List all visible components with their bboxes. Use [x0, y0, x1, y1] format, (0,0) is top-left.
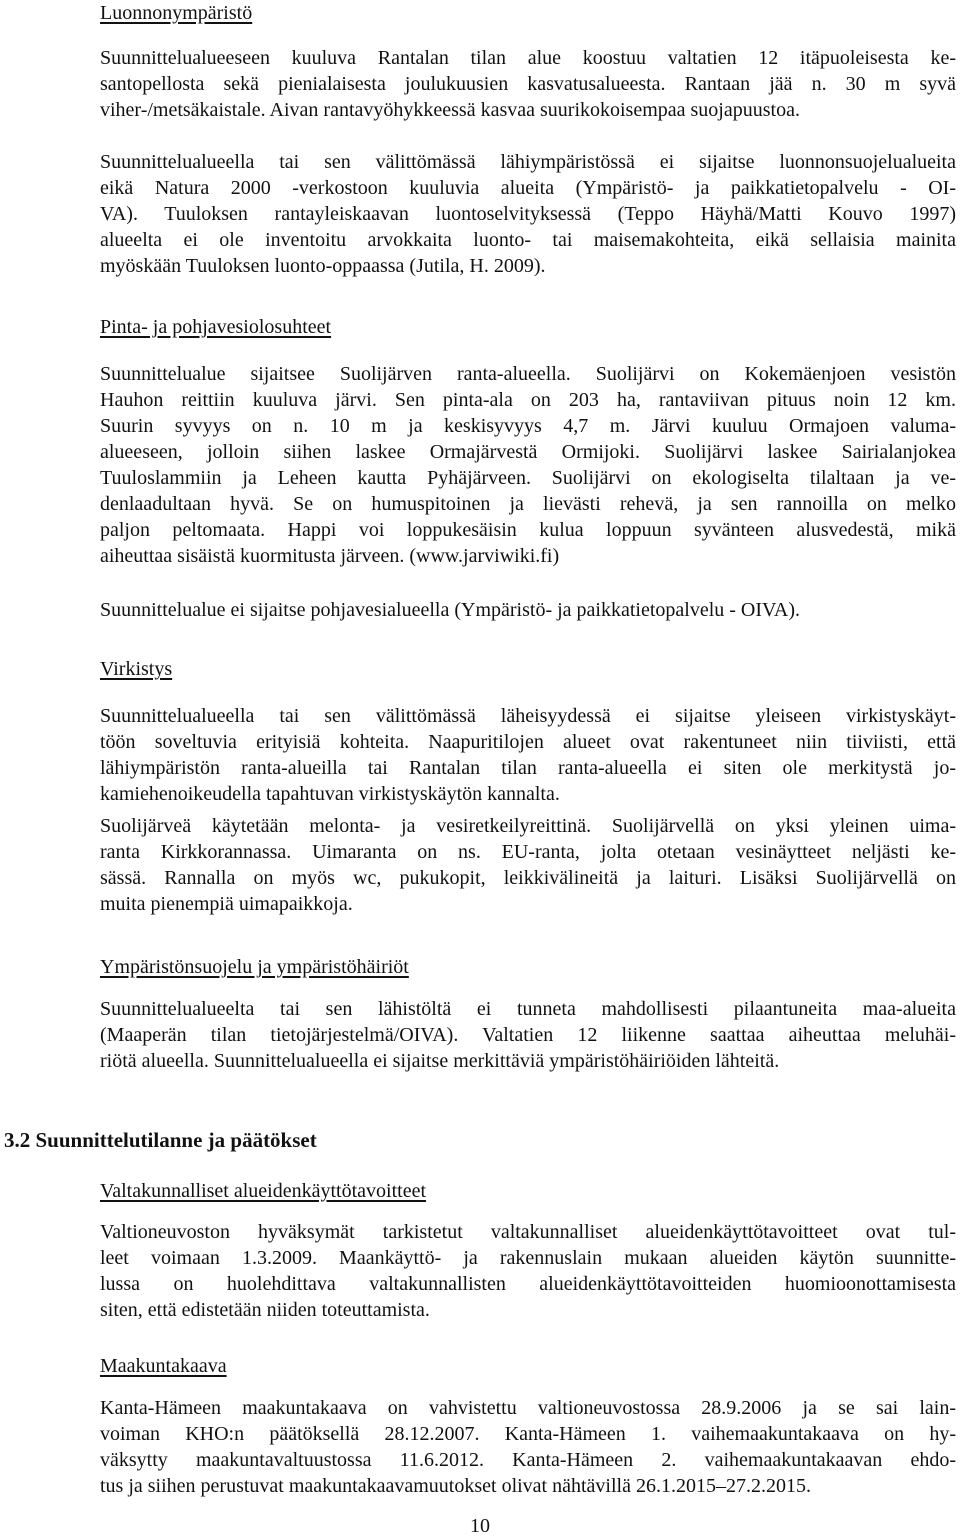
text-line: voiman KHO:n päätöksellä 28.12.2007. Kanta-Hämeen 1. vaihemaakuntakaava on hy- — [100, 1423, 956, 1445]
page-number: 10 — [470, 1515, 490, 1537]
text-line: (Maaperän tilan tietojärjestelmä/OIVA). Valtatien 12 liikenne saattaa aiheuttaa meluhäi- — [100, 1024, 956, 1046]
text-line: VA). Tuuloksen rantayleiskaavan luontoselvityksessä (Teppo Häyhä/Matti Kouvo 1997) — [100, 203, 956, 225]
text-line: denlaadultaan hyvä. Se on humuspitoinen ja lievästi rehevä, ja sen rannoilla on melko — [100, 493, 956, 515]
text-line: aiheuttaa sisäistä kuormitusta järveen. (www.jarviwiki.fi) — [100, 545, 560, 567]
paragraph-pohjavesi — [100, 597, 956, 623]
text-line: ranta Kirkkorannassa. Uimaranta on ns. EU-ranta, jolta otetaan vesinäytteet neljästi ke- — [100, 841, 956, 863]
heading-ymparistonsuojelu: Ympäristönsuojelu ja ympäristöhäiriöt — [100, 956, 409, 978]
text-line: Kanta-Hämeen maakuntakaava on vahvistettu valtioneuvostossa 28.9.2006 ja se sai lain- — [100, 1397, 956, 1419]
text-line: viher-/metsäkaistale. Aivan rantavyöhykkeessä kasvaa suurikokoisempaa suojapuustoa. — [100, 99, 800, 121]
paragraph-uimaranta — [100, 813, 956, 917]
section-heading: 3.2 Suunnittelutilanne ja päätökset — [4, 1128, 317, 1152]
text-line: riötä alueella. Suunnittelualueella ei sijaitse merkittäviä ympäristöhäiriöiden lähteitä. — [100, 1050, 780, 1072]
text-line: lussa on huolehdittava valtakunnallisten alueidenkäyttötavoitteiden huomioonottamisesta — [100, 1273, 956, 1295]
text-line: Hauhon reittiin kuuluva järvi. Sen pinta-ala on 203 ha, rantaviivan pituus noin 12 km. — [100, 389, 956, 411]
text-line: Suolijärveä käytetään melonta- ja vesiretkeilyreittinä. Suolijärvellä on yksi yleinen uima- — [100, 815, 956, 837]
text-line: paljon peltomaata. Happi voi loppukesäisin kulua loppuun syvänteen alusvedestä, mikä — [100, 519, 956, 541]
text-line: Suurin syvyys on n. 10 m ja keskisyvyys 4,7 m. Järvi kuuluu Ormajoen valuma- — [100, 415, 956, 437]
paragraph-ymparistohairiot — [100, 996, 956, 1074]
paragraph-luonnonsuojelu — [100, 149, 956, 279]
text-line: Suunnittelualueeseen kuuluva Rantalan tilan alue koostuu valtatien 12 itäpuoleisesta ke- — [100, 47, 956, 69]
paragraph-suolijarvi — [100, 361, 956, 569]
heading-virkistys: Virkistys — [100, 658, 173, 680]
text-line: alueeseen, jolloin siihen laskee Ormajärvestä Ormijoki. Suolijärvi laskee Sairialanjokea — [100, 441, 956, 463]
text-line: lähiympäristön ranta-alueilla tai Rantalan tilan ranta-alueella ei siten ole merkitystä jo- — [100, 757, 956, 779]
heading-luonnonymparisto: Luonnonympäristö — [100, 2, 253, 24]
text-line: väksytty maakuntavaltuustossa 11.6.2012. Kanta-Hämeen 2. vaihemaakuntakaavan ehdo- — [100, 1449, 956, 1471]
text-line: santopellosta sekä pienialaisesta joulukuusien kasvatusalueesta. Rantaan jää n. 30 m syvä — [100, 73, 956, 95]
text-line: Valtioneuvoston hyväksymät tarkistetut valtakunnalliset alueidenkäyttötavoitteet ovat tul- — [100, 1221, 956, 1243]
heading-valtakunnalliset-tavoitteet: Valtakunnalliset alueidenkäyttötavoitteet — [100, 1180, 427, 1202]
paragraph-rantalan-alue — [100, 45, 956, 123]
heading-maakuntakaava: Maakuntakaava — [100, 1355, 227, 1377]
text-line: alueelta ei ole inventoitu arvokkaita luonto- tai maisemakohteita, eikä sellaisia mainita — [100, 229, 956, 251]
text-line: kamiehenoikeudella tapahtuvan virkistyskäytön kannalta. — [100, 783, 560, 805]
text-line: siten, että edistetään niiden toteuttamista. — [100, 1299, 430, 1321]
text-line: Suunnittelualueella tai sen välittömässä lähiympäristössä ei sijaitse luonnonsuojelualueita — [100, 151, 956, 173]
text-line: eikä Natura 2000 -verkostoon kuuluvia alueita (Ympäristö- ja paikkatietopalvelu - OI- — [100, 177, 956, 199]
text-line: Suunnittelualueelta tai sen lähistöltä ei tunneta mahdollisesti pilaantuneita maa-alueita — [100, 998, 956, 1020]
heading-pinta-ja-pohjavesi: Pinta- ja pohjavesiolosuhteet — [100, 316, 332, 338]
text-line: Tuuloslammiin ja Leheen kautta Pyhäjärveen. Suolijärvi on ekologiselta tilaltaan ja ve- — [100, 467, 956, 489]
paragraph-maakuntakaava — [100, 1395, 956, 1499]
text-line: muita pienempiä uimapaikkoja. — [100, 893, 353, 915]
text-line: töön soveltuvia erityisiä kohteita. Naapuritilojen alueet ovat rakentuneet niin tiiviisti, että — [100, 731, 956, 753]
text-line: Suunnittelualueella tai sen välittömässä läheisyydessä ei sijaitse yleiseen virkistyskäyt- — [100, 705, 956, 727]
text-line: leet voimaan 1.3.2009. Maankäyttö- ja rakennuslain mukaan alueiden käytön suunnitte- — [100, 1247, 956, 1269]
paragraph-virkistyskaytto — [100, 703, 956, 807]
text-line: myöskään Tuuloksen luonto-oppaassa (Jutila, H. 2009). — [100, 255, 546, 277]
text-line: Suunnittelualue ei sijaitse pohjavesialueella (Ympäristö- ja paikkatietopalvelu - OIVA). — [100, 599, 800, 621]
paragraph-valtakunnalliset — [100, 1219, 956, 1323]
text-line: sässä. Rannalla on myös wc, pukukopit, leikkivälineitä ja laituri. Lisäksi Suolijärvellä on — [100, 867, 956, 889]
text-line: Suunnittelualue sijaitsee Suolijärven ranta-alueella. Suolijärvi on Kokemäenjoen vesistön — [100, 363, 956, 385]
text-line: tus ja siihen perustuvat maakuntakaavamuutokset olivat nähtävillä 26.1.2015–27.2.2015. — [100, 1475, 811, 1497]
